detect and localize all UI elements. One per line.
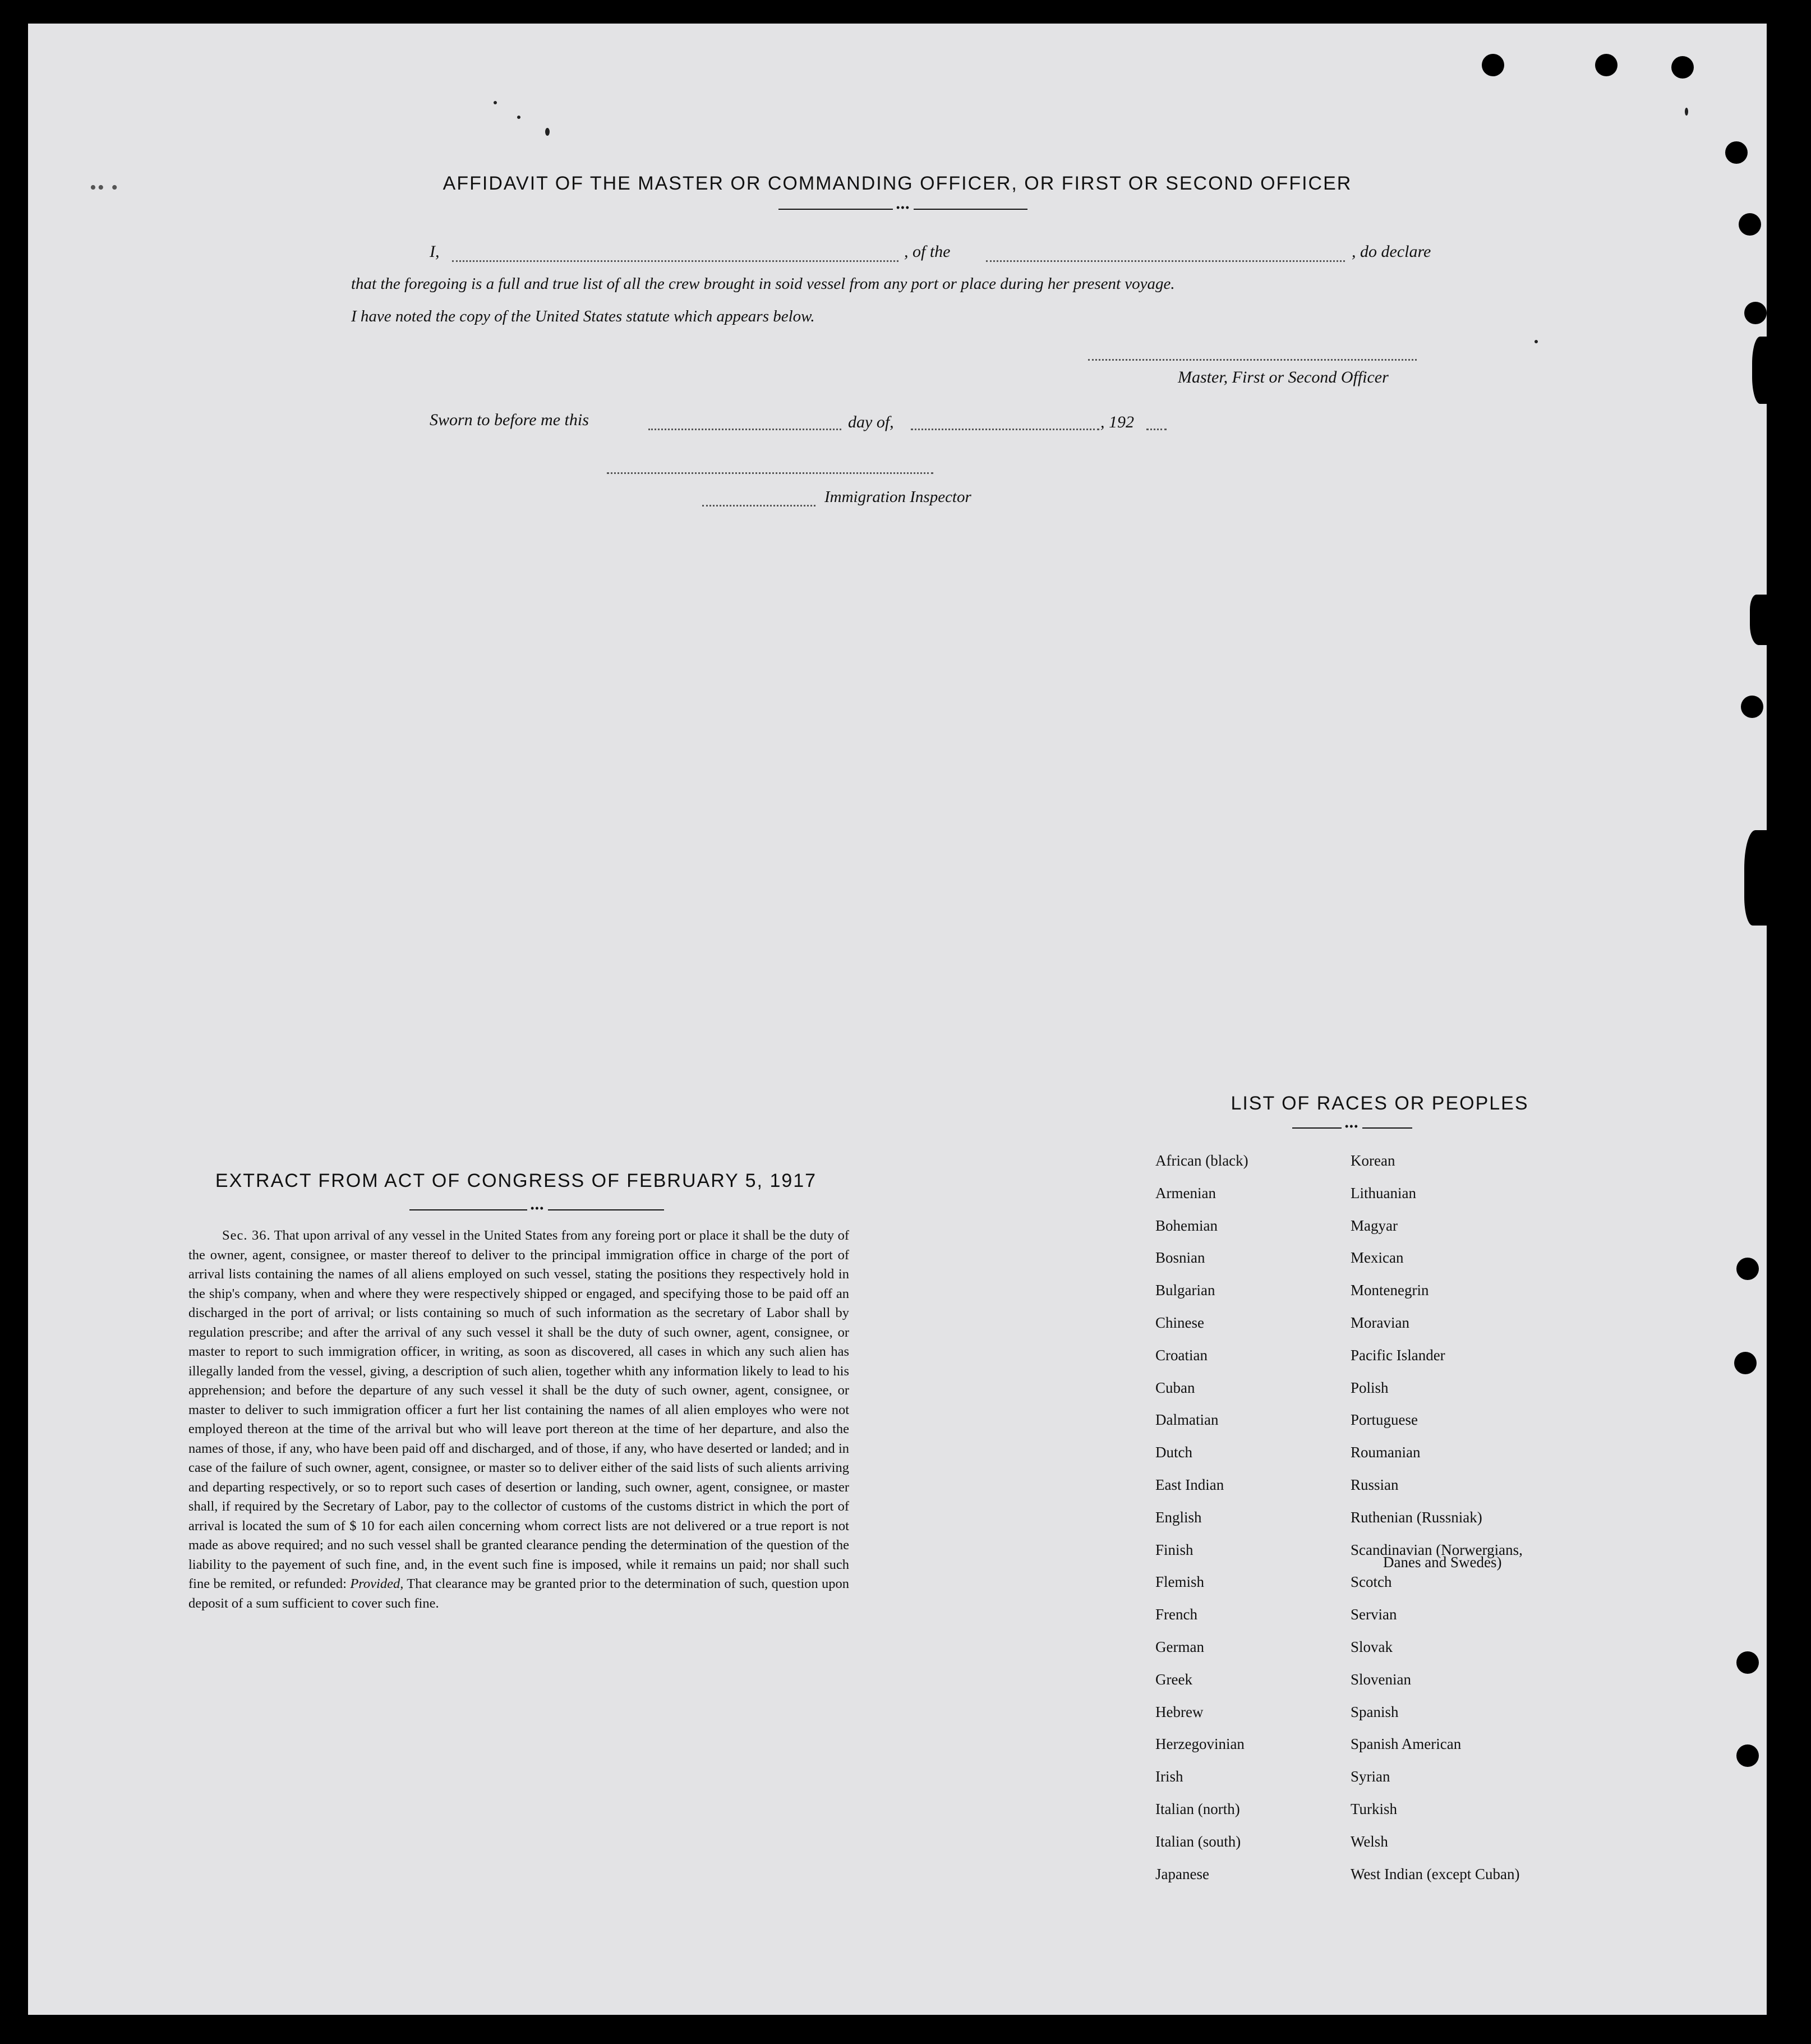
torn-edge <box>1752 337 1772 404</box>
race-item: Greek <box>1155 1670 1192 1688</box>
officer-signature-label: Master, First or Second Officer <box>1178 368 1389 386</box>
officer-signature-field[interactable] <box>1088 359 1417 361</box>
inspector-signature-field-2[interactable] <box>702 505 815 507</box>
race-item: Chinese <box>1155 1314 1204 1331</box>
punch-hole <box>1736 1744 1759 1767</box>
race-item: Hebrew <box>1155 1703 1204 1720</box>
race-item: Armenian <box>1155 1184 1216 1201</box>
race-item: Herzegovinian <box>1155 1735 1245 1753</box>
inspector-label: Immigration Inspector <box>824 488 971 506</box>
punch-hole <box>1736 1651 1759 1674</box>
punch-hole <box>1744 302 1767 324</box>
proviso-text: That clearance may be granted prior to the determination of such, question upon deposit of a sum sufficient to cover such fine. <box>188 1576 849 1611</box>
race-item: Cuban <box>1155 1379 1195 1396</box>
race-item: Spanish American <box>1351 1735 1462 1753</box>
section-body: That upon arrival of any vessel in the United States from any foreing port or place it shall be the duty of the owner, agent, consignee, or master thereof to deliver to the principal immigration office in charge of the port of arrival lists containing the names of all aliens employed on such vessel, stating the positions they respectively hold in the ship's company, when and where they were respectively shipped or engaged, and specifying those to be paid off an discharged in the port of arrival; or lists containing so much of such information as the secretary of Labor shall by regulation prescribe; and after the arrival of any such vessel it shall be the duty of such owner, agent, consignee, or master to report to such immigration officer, in writing, as soon as discovered, all cases in which any such alien has illegally landed from the vessel, giving, a description of such alien, together whith any information likely to lead to his apprehension; and before the departure of any such vessel it shall be the duty of such owner, agent, consignee, or master to deliver to such immigration officer a furt her list containing the names of all alien employes who were not employed thereon at the time of the arrival but who will leave port thereon at the time of her departure, and also the names of those, if any, who have been paid off and discharged, and of those, if any, who have deserted or landed; and in case of the failure of such owner, agent, consignee, or master so to deliver either of the said lists of such alients arriving and departing respectively, or so to report such cases of desertion or landing, such owner, agent, consignee, or master shall, if required by the Secretary of Labor, pay to the collector of customs of the customs district in which the port of arrival is located the sum of $ 10 for each ailen concerning whom correct lists are not delivered or a true report is not made as above required; and no such vessel shall be granted clearance pending the determination of the question of the liability to the payement of such fine, and, in the event such fine is imposed, while it remains un paid; nor shall such fine be remited, or refunded: <box>188 1228 849 1591</box>
sworn-month-field[interactable] <box>911 429 1099 430</box>
race-item: Italian (north) <box>1155 1801 1240 1817</box>
race-item: Ruthenian (Russniak) <box>1351 1508 1482 1526</box>
races-title: LIST OF RACES OR PEOPLES <box>1231 1093 1529 1114</box>
race-item: Montenegrin <box>1351 1282 1429 1299</box>
race-item: Italian (south) <box>1155 1833 1241 1850</box>
race-item: Mexican <box>1351 1249 1404 1267</box>
vessel-name-field[interactable] <box>986 260 1345 262</box>
race-item: Servian <box>1351 1606 1397 1623</box>
punch-hole <box>1671 56 1694 79</box>
race-item: Japanese <box>1155 1865 1209 1882</box>
race-item: Korean <box>1351 1152 1395 1169</box>
race-item: Slovenian <box>1351 1670 1411 1688</box>
punch-hole <box>1595 54 1618 76</box>
speck <box>1534 340 1538 343</box>
punch-hole <box>1734 1352 1757 1374</box>
extract-ornament: ••• <box>527 1203 548 1214</box>
declarant-name-field[interactable] <box>452 260 898 262</box>
speck <box>517 116 520 119</box>
race-item: Pacific Islander <box>1351 1346 1445 1364</box>
race-item: French <box>1155 1606 1197 1623</box>
do-declare-label: , do declare <box>1352 242 1431 261</box>
race-item: East Indian <box>1155 1476 1224 1493</box>
races-ornament: ••• <box>1342 1121 1362 1133</box>
race-item: Finish <box>1155 1541 1193 1558</box>
punch-hole <box>1739 213 1761 236</box>
document-page <box>28 24 1767 2015</box>
speck <box>494 101 497 104</box>
race-item: Polish <box>1351 1379 1389 1396</box>
race-item: Scotch <box>1351 1573 1392 1591</box>
affidavit-title: AFFIDAVIT OF THE MASTER OR COMMANDING OFFICER, OR FIRST OR SECOND OFFICER <box>443 173 1352 194</box>
punch-hole <box>1736 1258 1759 1280</box>
race-item: Bosnian <box>1155 1249 1205 1267</box>
race-item: German <box>1155 1638 1204 1655</box>
of-the-label: , of the <box>904 242 951 261</box>
race-item: Lithuanian <box>1351 1184 1416 1201</box>
race-item: Syrian <box>1351 1768 1390 1785</box>
race-item: Roumanian <box>1351 1444 1421 1461</box>
torn-edge <box>1750 595 1772 645</box>
sworn-day-field[interactable] <box>648 429 841 430</box>
race-item: Portuguese <box>1351 1411 1418 1429</box>
speck <box>1685 108 1688 116</box>
race-item: Bohemian <box>1155 1217 1218 1234</box>
race-item: West Indian (except Cuban) <box>1351 1865 1520 1882</box>
margin-mark: •• • <box>90 177 119 198</box>
section-label: Sec. 36. <box>222 1228 271 1243</box>
proviso-label: Provided, <box>350 1576 404 1591</box>
race-item: Turkish <box>1351 1801 1398 1817</box>
day-of-label: day of, <box>848 413 894 431</box>
punch-hole <box>1741 696 1763 718</box>
race-item: Dutch <box>1155 1444 1192 1461</box>
declaration-line: that the foregoing is a full and true list of all the crew brought in soid vessel from any port or place during her present voyage. <box>351 275 1175 293</box>
race-item: Magyar <box>1351 1217 1398 1234</box>
race-item: Welsh <box>1351 1833 1388 1850</box>
torn-edge <box>1744 830 1772 926</box>
title-ornament: ••• <box>893 202 914 214</box>
speck <box>545 128 550 136</box>
sworn-year-field[interactable] <box>1146 429 1167 430</box>
race-item: Irish <box>1155 1768 1183 1785</box>
sworn-label: Sworn to before me this <box>430 411 589 429</box>
race-item: Scandinavian (Norwergians, <box>1351 1541 1523 1558</box>
race-item: Spanish <box>1351 1703 1399 1720</box>
punch-hole <box>1482 54 1504 76</box>
statute-text <box>188 1226 849 1613</box>
race-item: Bulgarian <box>1155 1282 1215 1299</box>
race-item: Dalmatian <box>1155 1411 1219 1429</box>
punch-hole <box>1725 141 1748 164</box>
race-item: English <box>1155 1508 1202 1526</box>
race-item: Flemish <box>1155 1573 1205 1591</box>
extract-title: EXTRACT FROM ACT OF CONGRESS OF FEBRUARY 5, 1917 <box>215 1170 817 1191</box>
race-item: Russian <box>1351 1476 1399 1493</box>
year-label: , 192 <box>1100 413 1134 431</box>
race-item: Moravian <box>1351 1314 1409 1331</box>
race-item: Croatian <box>1155 1346 1208 1364</box>
inspector-signature-field[interactable] <box>607 472 933 474</box>
race-item: African (black) <box>1155 1152 1248 1169</box>
declarant-prefix: I, <box>430 242 440 261</box>
race-item: Slovak <box>1351 1638 1393 1655</box>
statute-note-line: I have noted the copy of the United States statute which appears below. <box>351 307 815 325</box>
race-continuation: Danes and Swedes) <box>1383 1554 1502 1571</box>
